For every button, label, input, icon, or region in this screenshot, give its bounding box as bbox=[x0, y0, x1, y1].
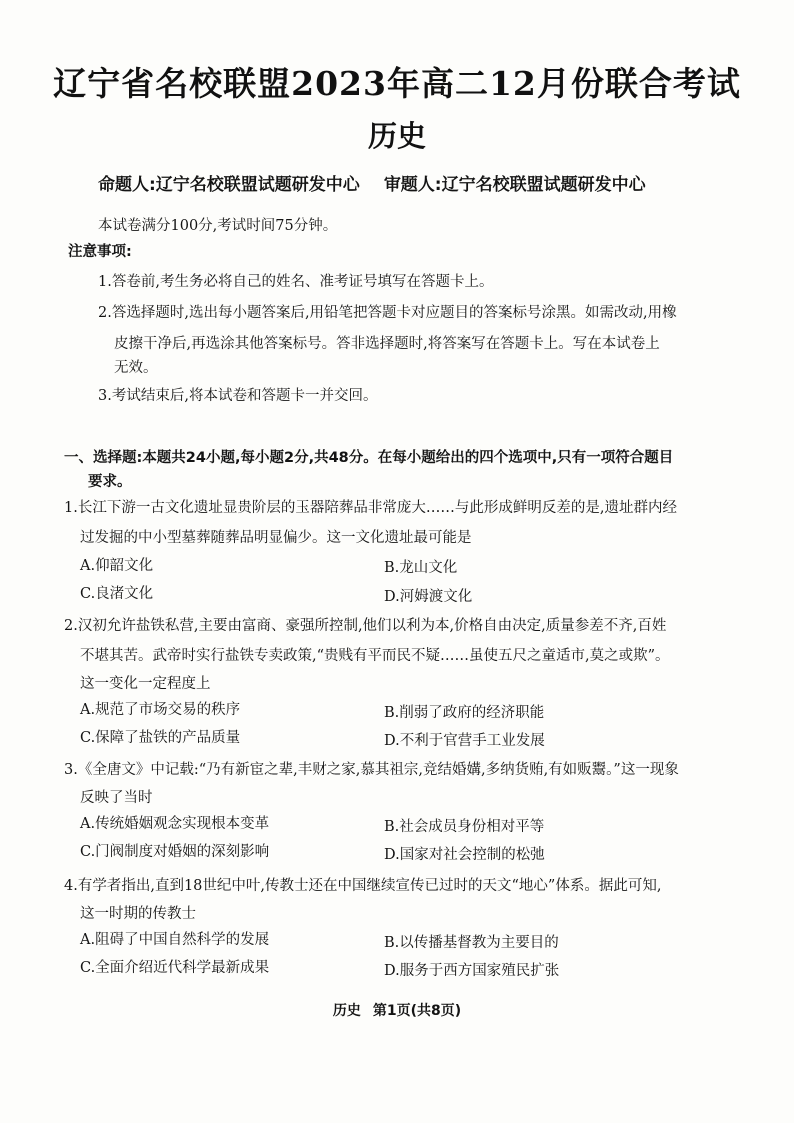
question-1-option-a: A.仰韶文化 bbox=[80, 558, 154, 574]
question-1-option-b: B.龙山文化 bbox=[384, 560, 458, 576]
setter-label: 命题人:辽宁名校联盟试题研发中心 bbox=[98, 175, 360, 195]
section-heading: 一、选择题:本题共24小题,每小题2分,共48分。在每小题给出的四个选项中,只有一项符合题目 bbox=[64, 450, 674, 466]
question-4-text: 4.有学者指出,直到18世纪中叶,传教士还在中国继续宣传已过时的天文“地心”体系。据此可知, bbox=[64, 878, 662, 894]
question-3-option-b: B.社会成员身份相对平等 bbox=[384, 819, 545, 835]
exam-title: 辽宁省名校联盟2023年高二12月份联合考试 bbox=[53, 64, 741, 103]
question-2-option-d: D.不利于官营手工业发展 bbox=[384, 733, 545, 749]
question-2-text: 这一变化一定程度上 bbox=[80, 676, 211, 692]
notice-item-cont: 皮擦干净后,再选涂其他答案标号。答非选择题时,将答案写在答题卡上。写在本试卷上 bbox=[114, 336, 660, 352]
question-3-option-d: D.国家对社会控制的松弛 bbox=[384, 847, 545, 863]
notice-item: 1.答卷前,考生务必将自己的姓名、准考证号填写在答题卡上。 bbox=[98, 274, 494, 290]
question-3-text: 反映了当时 bbox=[80, 790, 153, 806]
question-4-option-b: B.以传播基督教为主要目的 bbox=[384, 935, 559, 951]
question-2-text: 不堪其苦。武帝时实行盐铁专卖政策,“贵贱有平而民不疑……虽使五尺之童适市,莫之或欺”。 bbox=[80, 648, 670, 664]
exam-intro: 本试卷满分100分,考试时间75分钟。 bbox=[98, 218, 338, 234]
footer-subject: 历史 bbox=[332, 1003, 361, 1019]
question-3-text: 3.《全唐文》中记载:“乃有新宦之辈,丰财之家,慕其祖宗,竞结婚媾,多纳货贿,有如贩鬻。”这一现象 bbox=[64, 762, 679, 778]
page-footer bbox=[0, 1000, 794, 1020]
question-2-text: 2.汉初允许盐铁私营,主要由富商、豪强所控制,他们以利为本,价格自由决定,质量参差不齐,百姓 bbox=[64, 618, 667, 634]
question-1-option-d: D.河姆渡文化 bbox=[384, 589, 473, 605]
section-heading-cont: 要求。 bbox=[88, 474, 132, 490]
question-4-option-c: C.全面介绍近代科学最新成果 bbox=[80, 960, 270, 976]
question-4-option-d: D.服务于西方国家殖民扩张 bbox=[384, 963, 560, 979]
question-2-option-a: A.规范了市场交易的秩序 bbox=[80, 702, 241, 718]
footer-page-number: 第1页(共8页) bbox=[372, 1003, 462, 1019]
question-1-text: 1.长江下游一古文化遗址显贵阶层的玉器陪葬品非常庞大……与此形成鲜明反差的是,遗址群内经 bbox=[64, 500, 677, 516]
question-4-option-a: A.阻碍了中国自然科学的发展 bbox=[80, 932, 270, 948]
notice-item: 3.考试结束后,将本试卷和答题卡一并交回。 bbox=[98, 388, 378, 404]
question-3-option-a: A.传统婚姻观念实现根本变革 bbox=[80, 816, 270, 832]
notice-item: 2.答选择题时,选出每小题答案后,用铅笔把答题卡对应题目的答案标号涂黑。如需改动,用橡 bbox=[98, 305, 677, 321]
question-2-option-c: C.保障了盐铁的产品质量 bbox=[80, 730, 241, 746]
question-3-option-c: C.门阀制度对婚姻的深刻影响 bbox=[80, 844, 270, 860]
subject-title: 历史 bbox=[367, 119, 426, 153]
notice-heading: 注意事项: bbox=[68, 244, 132, 260]
question-4-text: 这一时期的传教士 bbox=[80, 906, 196, 922]
reviewer-label: 审题人:辽宁名校联盟试题研发中心 bbox=[383, 175, 646, 195]
question-2-option-b: B.削弱了政府的经济职能 bbox=[384, 705, 545, 721]
author-line bbox=[98, 170, 646, 195]
notice-item-cont: 无效。 bbox=[114, 360, 158, 376]
question-1-option-c: C.良渚文化 bbox=[80, 586, 154, 602]
question-1-text: 过发掘的中小型墓葬随葬品明显偏少。这一文化遗址最可能是 bbox=[80, 530, 472, 546]
